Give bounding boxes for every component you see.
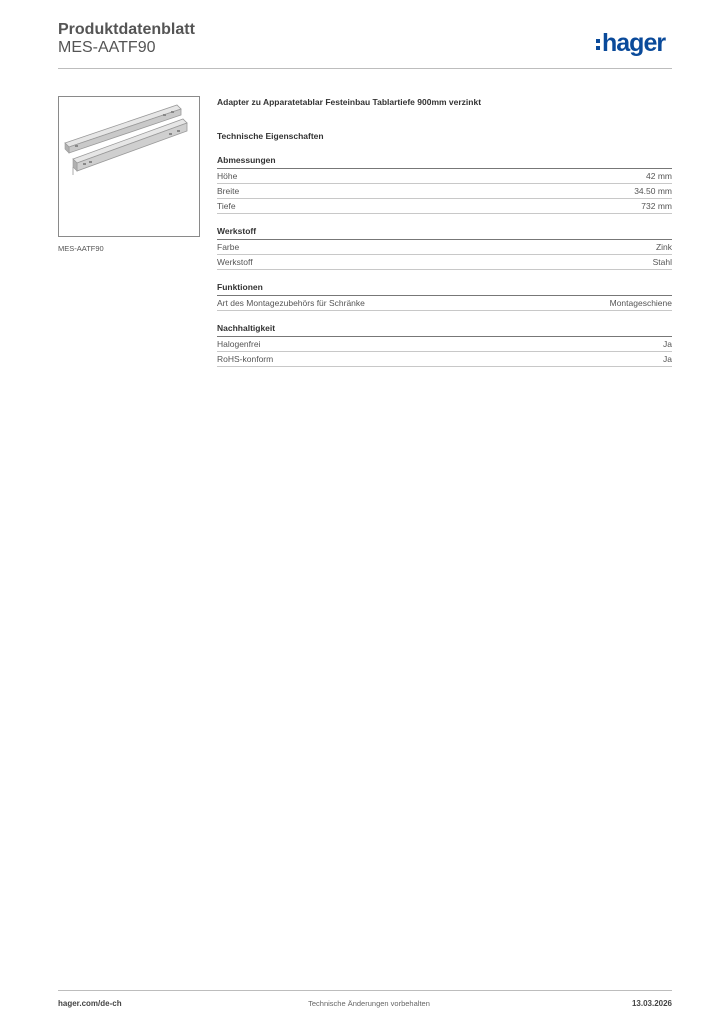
section-title: Funktionen bbox=[217, 281, 672, 296]
spec-value: Ja bbox=[663, 339, 672, 349]
mounting-rail-image bbox=[59, 97, 199, 236]
spec-label: Werkstoff bbox=[217, 257, 253, 267]
spec-label: Art des Montagezubehörs für Schränke bbox=[217, 298, 365, 308]
spec-value: Zink bbox=[655, 242, 672, 252]
product-image bbox=[58, 96, 200, 237]
spec-value: 42 mm bbox=[646, 171, 672, 181]
spec-row bbox=[217, 240, 672, 255]
product-name: Adapter zu Apparatetablar Festeinbau Tablartiefe 900mm verzinkt bbox=[217, 97, 482, 107]
section-title: Abmessungen bbox=[217, 154, 672, 169]
spec-row bbox=[217, 255, 672, 270]
logo-dots-icon bbox=[596, 39, 600, 50]
spec-value: Ja bbox=[663, 354, 672, 364]
spec-value: 34.50 mm bbox=[634, 186, 672, 196]
spec-label: Höhe bbox=[217, 171, 238, 181]
section-sustainability bbox=[217, 322, 672, 367]
spec-label: Tiefe bbox=[217, 201, 236, 211]
spec-row bbox=[217, 296, 672, 311]
spec-value: 732 mm bbox=[641, 201, 672, 211]
section-functions bbox=[217, 281, 672, 311]
footer-website-link[interactable]: hager.com/de-ch bbox=[58, 999, 122, 1008]
spec-row bbox=[217, 352, 672, 367]
spec-row bbox=[217, 169, 672, 184]
page-title: Produktdatenblatt bbox=[58, 21, 195, 38]
spec-label: Breite bbox=[217, 186, 240, 196]
specification-content bbox=[217, 96, 672, 367]
logo-wordmark: hager bbox=[602, 28, 666, 57]
section-title: Werkstoff bbox=[217, 225, 672, 240]
footer-disclaimer: Technische Änderungen vorbehalten bbox=[308, 999, 430, 1008]
section-title: Nachhaltigkeit bbox=[217, 322, 672, 337]
hager-logo bbox=[596, 28, 665, 58]
spec-row bbox=[217, 337, 672, 352]
footer-divider bbox=[58, 990, 672, 991]
spec-label: RoHS-konform bbox=[217, 354, 274, 364]
spec-row bbox=[217, 184, 672, 199]
article-number: MES-AATF90 bbox=[58, 39, 156, 56]
spec-label: Halogenfrei bbox=[217, 339, 261, 349]
header-divider bbox=[58, 68, 672, 69]
section-dimensions bbox=[217, 154, 672, 214]
tech-properties-heading: Technische Eigenschaften bbox=[217, 131, 324, 141]
footer-date: 13.03.2026 bbox=[631, 999, 672, 1008]
image-caption: MES-AATF90 bbox=[58, 244, 104, 253]
spec-label: Farbe bbox=[217, 242, 240, 252]
spec-value: Montageschiene bbox=[609, 298, 672, 308]
spec-value: Stahl bbox=[652, 257, 672, 267]
section-material bbox=[217, 225, 672, 270]
spec-row bbox=[217, 199, 672, 214]
